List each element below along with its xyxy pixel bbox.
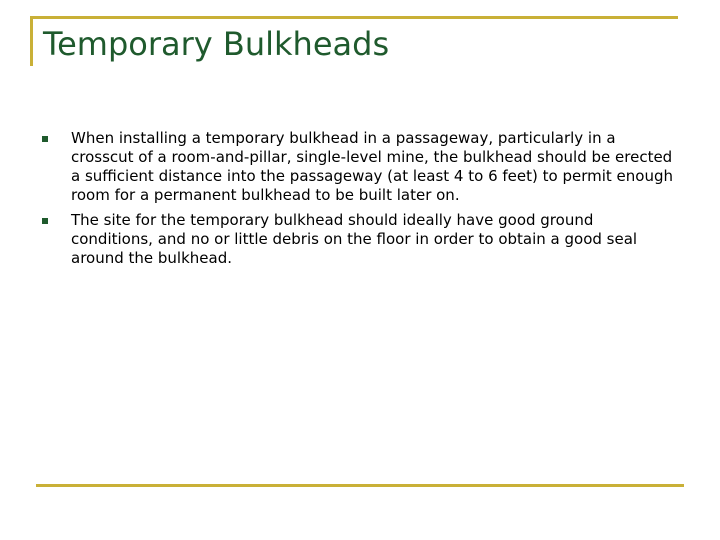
slide-title: Temporary Bulkheads	[43, 25, 390, 63]
bottom-rule	[36, 484, 684, 487]
bullet-text: When installing a temporary bulkhead in a passageway, particularly in a crosscut of a room-and-pillar, single-level mine, the bulkhead should be erected a sufficient distance into the passageway (at least 4 to 6 feet) to permit enough room for a permanent bulkhead to be built later on.	[71, 129, 673, 204]
left-rule	[30, 16, 33, 66]
square-bullet-icon	[42, 218, 48, 224]
bullet-item	[40, 129, 680, 205]
bullet-item	[40, 211, 680, 268]
bullet-list	[40, 129, 680, 274]
bullet-text: The site for the temporary bulkhead should ideally have good ground conditions, and no or little debris on the floor in order to obtain a good seal around the bulkhead.	[71, 211, 638, 267]
top-rule	[30, 16, 678, 19]
square-bullet-icon	[42, 136, 48, 142]
